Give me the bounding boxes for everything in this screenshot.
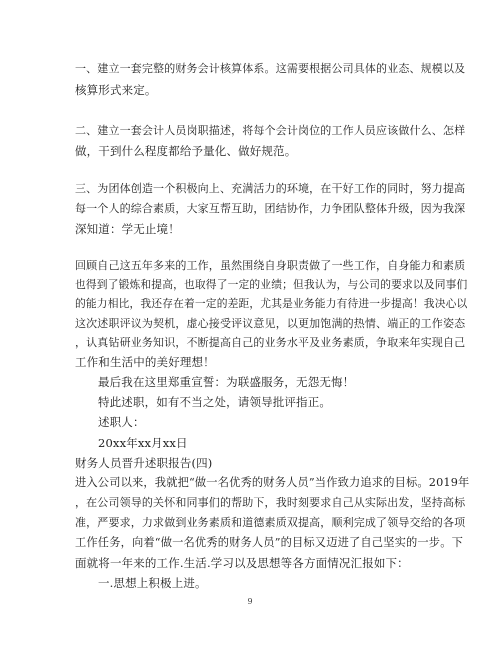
paragraph-3-line-3: 深知道：学无止境！ <box>75 222 180 236</box>
paragraph-3-line-2: 每一个人的综合素质，大家互帮互助，团结协作，力争团队整体升级，因为我深 <box>75 202 466 215</box>
paragraph-5-line-4: 工作任务，向着“做一名优秀的财务人员”的目标又迈进了自己坚实的一步。下 <box>75 536 464 549</box>
report-date: 20xx年xx月xx日 <box>98 436 188 450</box>
paragraph-5-line-5: 面就将一年来的工作.生活.学习以及思想等各方面情况汇报如下： <box>75 556 409 570</box>
paragraph-4-line-3: 的能力相比，我还存在着一定的差距，尤其是业务能力有待进一步提高！我决心以 <box>75 297 468 310</box>
paragraph-1-line-2: 核算形式来定。 <box>75 83 157 97</box>
section-title: 财务人员晋升述职报告(四) <box>75 456 213 470</box>
paragraph-5-line-2: ，在公司领导的关怀和同事们的帮助下，我时刻要求自己从实际出发，坚持高标 <box>75 496 466 509</box>
paragraph-2-line-1: 二、建立一套会计人员岗职描述，将每个会计岗位的工作人员应该做什么、怎样 <box>75 124 466 137</box>
paragraph-3-line-1: 三、为团体创造一个积极向上、充满活力的环境，在干好工作的同时，努力提高 <box>75 182 466 195</box>
closing-oath: 最后我在这里郑重宣誓：为联盛服务，无怨无悔！ <box>98 375 355 389</box>
signature-label: 述职人： <box>98 415 145 429</box>
closing-remark: 特此述职，如有不当之处，请领导批评指正。 <box>98 395 331 409</box>
paragraph-4-line-2: 也得到了锻炼和提高，也取得了一定的业绩；但我认为，与公司的要求以及同事们 <box>75 278 468 291</box>
paragraph-4-line-4: 这次述职评议为契机，虚心接受评议意见，以更加饱满的热情、端正的工作姿态 <box>75 317 466 330</box>
paragraph-1-line-1: 一、建立一套完整的财务会计核算体系。这需要根据公司具体的业态、规模以及 <box>75 62 466 75</box>
paragraph-4-line-5: ，认真钻研业务知识，不断提高自己的业务水平及业务素质，争取来年实现自己 <box>75 336 466 349</box>
paragraph-2-line-2: 做，干到什么程度都给予量化、做好规范。 <box>75 144 297 158</box>
paragraph-5-line-1: 进入公司以来，我就把“做一名优秀的财务人员”当作致力追求的目标。2019年 <box>75 476 470 489</box>
paragraph-4-line-1: 回顾自己这五年多来的工作，虽然围绕自身职责做了一些工作，自身能力和素质 <box>75 259 466 272</box>
paragraph-4-line-6: 工作和生活中的美好理想！ <box>75 355 215 369</box>
page-number: 9 <box>247 597 253 606</box>
paragraph-5-line-3: 准，严要求，力求做到业务素质和道德素质双提高，顺利完成了领导交给的各项 <box>75 516 466 529</box>
subsection-heading: 一.思想上积极上进。 <box>98 576 207 590</box>
